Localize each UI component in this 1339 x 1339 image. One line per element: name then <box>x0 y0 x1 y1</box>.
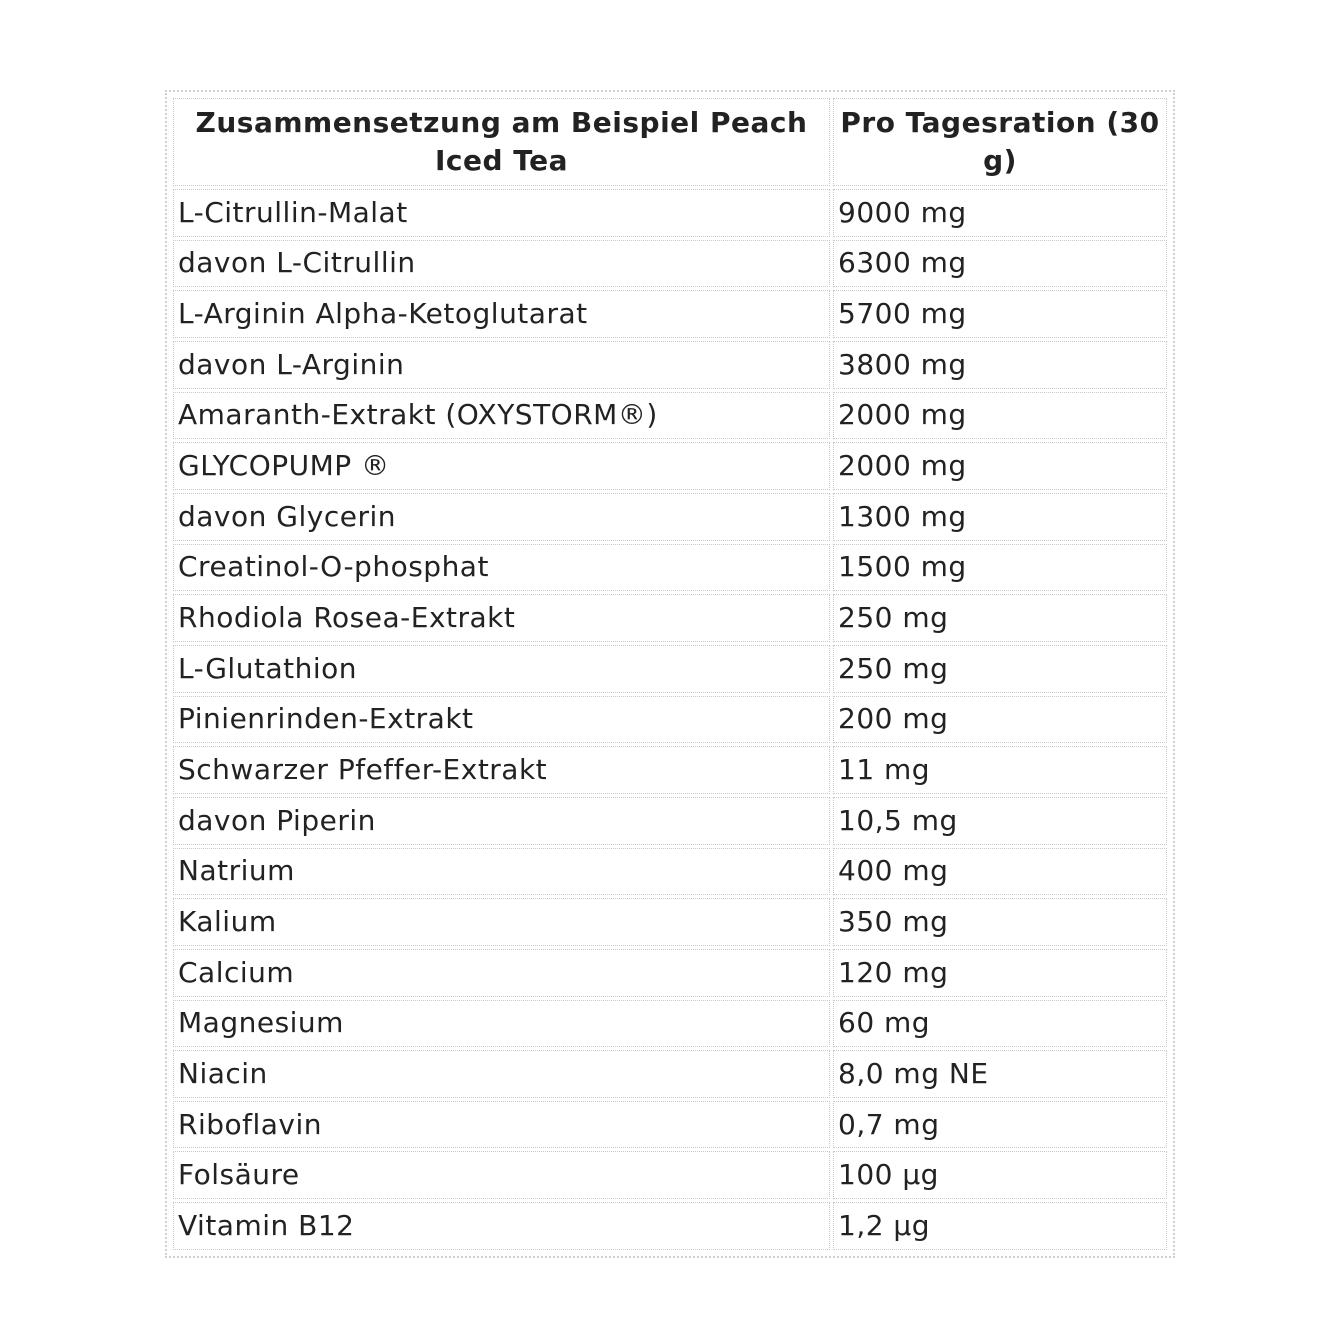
ingredient-name: Niacin <box>173 1050 830 1098</box>
ingredient-name: Folsäure <box>173 1151 830 1199</box>
ingredient-amount: 2000 mg <box>833 442 1167 490</box>
ingredient-name: davon Glycerin <box>173 493 830 541</box>
ingredient-amount: 100 µg <box>833 1151 1167 1199</box>
table-row <box>173 240 1167 288</box>
ingredient-name: Riboflavin <box>173 1101 830 1149</box>
ingredient-amount: 200 mg <box>833 696 1167 744</box>
ingredient-amount: 11 mg <box>833 746 1167 794</box>
ingredient-name: davon L-Arginin <box>173 341 830 389</box>
table-row <box>173 746 1167 794</box>
ingredient-amount: 250 mg <box>833 645 1167 693</box>
ingredient-name: Rhodiola Rosea-Extrakt <box>173 594 830 642</box>
table-row <box>173 1101 1167 1149</box>
table-row <box>173 341 1167 389</box>
ingredient-amount: 120 mg <box>833 949 1167 997</box>
table-body <box>173 189 1167 1250</box>
ingredient-amount: 5700 mg <box>833 290 1167 338</box>
table-row <box>173 949 1167 997</box>
ingredient-amount: 0,7 mg <box>833 1101 1167 1149</box>
ingredient-amount: 1300 mg <box>833 493 1167 541</box>
table-row <box>173 544 1167 592</box>
ingredient-amount: 350 mg <box>833 898 1167 946</box>
table-row <box>173 848 1167 896</box>
composition-table <box>170 95 1170 1253</box>
ingredient-amount: 3800 mg <box>833 341 1167 389</box>
table-row <box>173 797 1167 845</box>
table-row <box>173 1000 1167 1048</box>
ingredient-name: L-Arginin Alpha-Ketoglutarat <box>173 290 830 338</box>
ingredient-name: Vitamin B12 <box>173 1202 830 1250</box>
table-header-row <box>173 98 1167 186</box>
ingredient-name: Natrium <box>173 848 830 896</box>
ingredient-name: Kalium <box>173 898 830 946</box>
table-row <box>173 442 1167 490</box>
ingredient-name: GLYCOPUMP ® <box>173 442 830 490</box>
ingredient-name: Schwarzer Pfeffer-Extrakt <box>173 746 830 794</box>
table-row <box>173 898 1167 946</box>
ingredient-amount: 400 mg <box>833 848 1167 896</box>
ingredient-name: Pinienrinden-Extrakt <box>173 696 830 744</box>
ingredient-name: Magnesium <box>173 1000 830 1048</box>
ingredient-amount: 8,0 mg NE <box>833 1050 1167 1098</box>
table-row <box>173 1202 1167 1250</box>
table-row <box>173 696 1167 744</box>
table-row <box>173 493 1167 541</box>
table-row <box>173 189 1167 237</box>
ingredient-amount: 9000 mg <box>833 189 1167 237</box>
ingredient-amount: 6300 mg <box>833 240 1167 288</box>
table-row <box>173 1050 1167 1098</box>
ingredient-amount: 60 mg <box>833 1000 1167 1048</box>
table-row <box>173 1151 1167 1199</box>
ingredient-amount: 2000 mg <box>833 392 1167 440</box>
table-row <box>173 594 1167 642</box>
ingredient-name: Creatinol-O-phosphat <box>173 544 830 592</box>
ingredient-amount: 10,5 mg <box>833 797 1167 845</box>
ingredient-name: L-Glutathion <box>173 645 830 693</box>
ingredient-name: davon Piperin <box>173 797 830 845</box>
composition-table-container <box>165 90 1175 1258</box>
ingredient-name: L-Citrullin-Malat <box>173 189 830 237</box>
ingredient-amount: 1,2 µg <box>833 1202 1167 1250</box>
ingredient-amount: 250 mg <box>833 594 1167 642</box>
table-row <box>173 290 1167 338</box>
header-ingredient: Zusammensetzung am Beispiel Peach Iced Tea <box>173 98 830 186</box>
header-daily-amount: Pro Tagesration (30 g) <box>833 98 1167 186</box>
ingredient-name: Calcium <box>173 949 830 997</box>
table-row <box>173 645 1167 693</box>
ingredient-name: davon L-Citrullin <box>173 240 830 288</box>
ingredient-name: Amaranth-Extrakt (OXYSTORM®) <box>173 392 830 440</box>
table-row <box>173 392 1167 440</box>
ingredient-amount: 1500 mg <box>833 544 1167 592</box>
